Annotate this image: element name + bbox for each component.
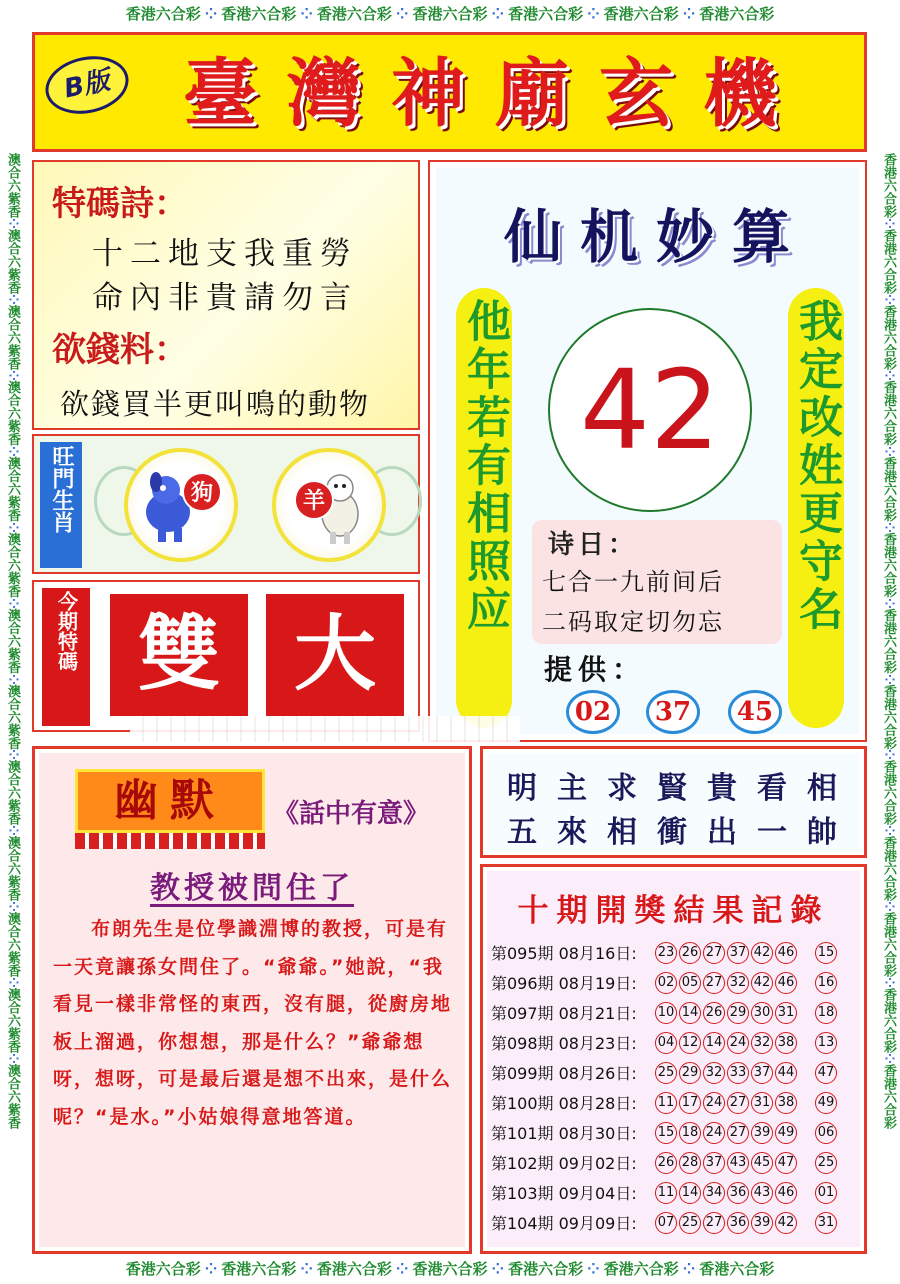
clover-icon: ⁘ bbox=[5, 825, 20, 837]
immortal-poem-line-1: 七合一九前间后 bbox=[542, 568, 724, 596]
page-title: 臺灣神廟玄機 bbox=[183, 51, 807, 137]
border-text: 澳合六紫香 bbox=[5, 228, 20, 294]
result-number: 46 bbox=[775, 972, 797, 994]
zodiac-badge-dog: 狗 bbox=[182, 472, 222, 512]
result-draw-label: 第095期 08月16日: bbox=[491, 944, 637, 963]
border-text: 香港六合彩 bbox=[881, 153, 896, 219]
clover-icon: ⁘ bbox=[881, 901, 896, 913]
result-number: 26 bbox=[679, 942, 701, 964]
result-number: 24 bbox=[703, 1122, 725, 1144]
immortal-panel bbox=[428, 160, 867, 742]
border-text: 澳合六紫香 bbox=[5, 153, 20, 219]
provide-number: 45 bbox=[728, 690, 782, 734]
result-number: 15 bbox=[655, 1122, 677, 1144]
result-row bbox=[491, 1029, 859, 1056]
result-number: 23 bbox=[655, 942, 677, 964]
result-special-number: 16 bbox=[815, 972, 837, 994]
sayings-panel bbox=[480, 746, 867, 858]
clover-icon: ⁘ bbox=[5, 673, 20, 685]
dog-icon bbox=[124, 448, 238, 562]
border-text: 澳合六紫香 bbox=[5, 532, 20, 598]
humor-badge: 幽默 bbox=[75, 769, 265, 833]
result-number: 42 bbox=[751, 942, 773, 964]
result-special-number: 15 bbox=[815, 942, 837, 964]
result-number: 45 bbox=[751, 1152, 773, 1174]
immortal-poem-head: 诗日： bbox=[548, 530, 639, 560]
border-text: 香港六合彩 bbox=[881, 1063, 896, 1129]
result-row bbox=[491, 969, 859, 996]
zodiac-panel bbox=[32, 434, 420, 574]
result-draw-label: 第103期 09月04日: bbox=[491, 1184, 637, 1203]
border-text: 香港六合彩 bbox=[881, 608, 896, 674]
border-text: 香港六合彩 bbox=[316, 5, 392, 23]
result-number: 39 bbox=[751, 1212, 773, 1234]
code-value-2: 大 bbox=[266, 594, 404, 716]
result-number: 37 bbox=[751, 1062, 773, 1084]
results-title: 十期開獎結果記錄 bbox=[517, 893, 830, 929]
result-number: 43 bbox=[727, 1152, 749, 1174]
clover-icon: ⁘ bbox=[204, 5, 218, 23]
result-number: 27 bbox=[727, 1092, 749, 1114]
border-text: 香港六合彩 bbox=[881, 532, 896, 598]
result-number: 11 bbox=[655, 1182, 677, 1204]
featured-number: 42 bbox=[580, 346, 720, 474]
clover-icon: ⁘ bbox=[491, 1260, 505, 1278]
border-top bbox=[0, 0, 900, 28]
border-text: 香港六合彩 bbox=[881, 836, 896, 902]
result-number: 44 bbox=[775, 1062, 797, 1084]
border-left bbox=[0, 28, 24, 1254]
result-special-number: 31 bbox=[815, 1212, 837, 1234]
border-text: 澳合六紫香 bbox=[5, 684, 20, 750]
clover-icon: ⁘ bbox=[881, 521, 896, 533]
money-riddle: 欲錢買半更叫鳴的動物 bbox=[60, 387, 371, 421]
result-number: 12 bbox=[679, 1032, 701, 1054]
border-text: 澳合六紫香 bbox=[5, 456, 20, 522]
clover-icon: ⁘ bbox=[5, 293, 20, 305]
border-text: 香港六合彩 bbox=[508, 1260, 584, 1278]
left-banner bbox=[456, 288, 512, 728]
provide-number: 02 bbox=[566, 690, 620, 734]
border-text: 香港六合彩 bbox=[699, 5, 775, 23]
results-panel bbox=[480, 864, 867, 1254]
provide-number: 37 bbox=[646, 690, 700, 734]
humor-panel bbox=[32, 746, 472, 1254]
clover-icon: ⁘ bbox=[300, 1260, 313, 1278]
result-row bbox=[491, 939, 859, 966]
zodiac-badge-goat: 羊 bbox=[294, 480, 334, 520]
border-text: 香港六合彩 bbox=[881, 760, 896, 826]
border-text: 澳合六紫香 bbox=[5, 988, 20, 1054]
border-text: 澳合六紫香 bbox=[5, 1063, 20, 1129]
zodiac-tag bbox=[40, 442, 82, 568]
result-special-number: 25 bbox=[815, 1152, 837, 1174]
zodiac-tag-text: 旺門生肖 bbox=[49, 445, 74, 533]
result-number: 34 bbox=[703, 1182, 725, 1204]
poem-line-2: 命內非貴請勿言 bbox=[92, 280, 358, 316]
clover-icon: ⁘ bbox=[682, 1260, 696, 1278]
border-text: 澳合六紫香 bbox=[5, 912, 20, 978]
immortal-panel-inner bbox=[436, 168, 859, 734]
result-number: 11 bbox=[655, 1092, 677, 1114]
result-number: 02 bbox=[655, 972, 677, 994]
clover-icon: ⁘ bbox=[395, 5, 409, 23]
clover-icon: ⁘ bbox=[5, 521, 20, 533]
result-number: 26 bbox=[703, 1002, 725, 1024]
special-code-tag-text: 今期特碼 bbox=[54, 591, 79, 671]
result-draw-label: 第104期 09月09日: bbox=[491, 1214, 637, 1233]
border-text: 香港六合彩 bbox=[881, 380, 896, 446]
result-number: 14 bbox=[679, 1182, 701, 1204]
result-number: 46 bbox=[775, 942, 797, 964]
result-number: 38 bbox=[775, 1092, 797, 1114]
result-number: 39 bbox=[751, 1122, 773, 1144]
poem-panel bbox=[32, 160, 420, 430]
provide-label: 提供： bbox=[544, 653, 647, 686]
special-code-tag bbox=[42, 588, 90, 726]
clover-icon: ⁘ bbox=[5, 749, 20, 761]
clover-icon: ⁘ bbox=[204, 1260, 218, 1278]
clover-icon: ⁘ bbox=[587, 1260, 600, 1278]
border-text: 澳合六紫香 bbox=[5, 608, 20, 674]
results-panel-inner bbox=[487, 871, 860, 1247]
result-number: 27 bbox=[703, 972, 725, 994]
result-number: 10 bbox=[655, 1002, 677, 1024]
border-text: 香港六合彩 bbox=[508, 5, 584, 23]
clover-icon: ⁘ bbox=[5, 369, 20, 381]
clover-icon: ⁘ bbox=[881, 597, 896, 609]
result-row bbox=[491, 1119, 859, 1146]
border-text: 香港六合彩 bbox=[881, 304, 896, 370]
result-number: 31 bbox=[751, 1092, 773, 1114]
clover-icon: ⁘ bbox=[5, 977, 20, 989]
clover-icon: ⁘ bbox=[881, 825, 896, 837]
border-text: 香港六合彩 bbox=[881, 912, 896, 978]
result-draw-label: 第098期 08月23日: bbox=[491, 1034, 637, 1053]
result-number: 37 bbox=[727, 942, 749, 964]
border-text: 香港六合彩 bbox=[603, 1260, 679, 1278]
result-number: 36 bbox=[727, 1182, 749, 1204]
clover-icon: ⁘ bbox=[300, 5, 313, 23]
result-number: 38 bbox=[775, 1032, 797, 1054]
result-number: 27 bbox=[703, 1212, 725, 1234]
smudge-strip bbox=[130, 716, 520, 742]
result-number: 27 bbox=[727, 1122, 749, 1144]
humor-title: 教授被問住了 bbox=[150, 871, 354, 906]
result-row bbox=[491, 1059, 859, 1086]
result-number: 26 bbox=[655, 1152, 677, 1174]
result-number: 27 bbox=[703, 942, 725, 964]
border-text: 香港六合彩 bbox=[125, 5, 201, 23]
result-number: 43 bbox=[751, 1182, 773, 1204]
result-number: 04 bbox=[655, 1032, 677, 1054]
clover-icon: ⁘ bbox=[5, 1053, 20, 1064]
special-code-panel bbox=[32, 580, 420, 732]
clover-icon: ⁘ bbox=[881, 445, 896, 457]
clover-icon: ⁘ bbox=[5, 218, 20, 229]
humor-panel-inner bbox=[39, 753, 465, 1247]
result-draw-label: 第100期 08月28日: bbox=[491, 1094, 637, 1113]
border-bottom bbox=[0, 1254, 900, 1284]
border-right bbox=[876, 28, 900, 1254]
clover-icon: ⁘ bbox=[5, 597, 20, 609]
result-number: 14 bbox=[679, 1002, 701, 1024]
result-number: 36 bbox=[727, 1212, 749, 1234]
left-banner-text: 他年若有相照应 bbox=[459, 298, 510, 634]
clover-icon: ⁘ bbox=[491, 5, 505, 23]
result-row bbox=[491, 1209, 859, 1236]
result-number: 42 bbox=[775, 1212, 797, 1234]
code-value-1: 雙 bbox=[110, 594, 248, 716]
border-text: 香港六合彩 bbox=[603, 5, 679, 23]
result-special-number: 06 bbox=[815, 1122, 837, 1144]
clover-icon: ⁘ bbox=[395, 1260, 409, 1278]
result-row bbox=[491, 1149, 859, 1176]
clover-icon: ⁘ bbox=[881, 977, 896, 989]
result-number: 42 bbox=[751, 972, 773, 994]
immortal-title: 仙机妙算 bbox=[503, 203, 808, 271]
number-circle bbox=[548, 308, 752, 512]
clover-icon: ⁘ bbox=[881, 673, 896, 685]
result-number: 07 bbox=[655, 1212, 677, 1234]
saying-line-1: 明主求賢貴看相 bbox=[507, 771, 857, 806]
result-special-number: 13 bbox=[815, 1032, 837, 1054]
result-number: 25 bbox=[679, 1212, 701, 1234]
result-number: 46 bbox=[775, 1182, 797, 1204]
result-number: 32 bbox=[703, 1062, 725, 1084]
result-number: 29 bbox=[679, 1062, 701, 1084]
border-text: 香港六合彩 bbox=[221, 5, 297, 23]
border-text: 香港六合彩 bbox=[881, 456, 896, 522]
border-text: 香港六合彩 bbox=[316, 1260, 392, 1278]
result-number: 30 bbox=[751, 1002, 773, 1024]
clover-icon: ⁘ bbox=[881, 749, 896, 761]
result-draw-label: 第097期 08月21日: bbox=[491, 1004, 637, 1023]
border-text: 香港六合彩 bbox=[412, 1260, 488, 1278]
clover-icon: ⁘ bbox=[881, 218, 896, 229]
result-number: 31 bbox=[775, 1002, 797, 1024]
result-number: 28 bbox=[679, 1152, 701, 1174]
result-number: 24 bbox=[727, 1032, 749, 1054]
clover-icon: ⁘ bbox=[881, 293, 896, 305]
border-text: 澳合六紫香 bbox=[5, 760, 20, 826]
result-number: 32 bbox=[751, 1032, 773, 1054]
immortal-poem-box bbox=[532, 520, 782, 644]
result-special-number: 18 bbox=[815, 1002, 837, 1024]
title-banner bbox=[32, 32, 867, 152]
result-number: 25 bbox=[655, 1062, 677, 1084]
result-special-number: 49 bbox=[815, 1092, 837, 1114]
result-number: 29 bbox=[727, 1002, 749, 1024]
dog-figure-icon bbox=[128, 452, 234, 558]
clover-icon: ⁘ bbox=[881, 1053, 896, 1064]
result-draw-label: 第099期 08月26日: bbox=[491, 1064, 637, 1083]
border-text: 香港六合彩 bbox=[221, 1260, 297, 1278]
result-number: 37 bbox=[703, 1152, 725, 1174]
result-row bbox=[491, 999, 859, 1026]
result-row bbox=[491, 1089, 859, 1116]
poem-line-1: 十二地支我重勞 bbox=[92, 236, 358, 272]
border-text: 澳合六紫香 bbox=[5, 836, 20, 902]
clover-icon: ⁘ bbox=[5, 901, 20, 913]
result-number: 14 bbox=[703, 1032, 725, 1054]
immortal-poem-line-2: 二码取定切勿忘 bbox=[542, 608, 724, 636]
result-number: 17 bbox=[679, 1092, 701, 1114]
border-text: 澳合六紫香 bbox=[5, 304, 20, 370]
clover-icon: ⁘ bbox=[587, 5, 600, 23]
clover-icon: ⁘ bbox=[682, 5, 696, 23]
result-draw-label: 第096期 08月19日: bbox=[491, 974, 637, 993]
border-text: 香港六合彩 bbox=[881, 684, 896, 750]
result-number: 32 bbox=[727, 972, 749, 994]
humor-story: 布朗先生是位學識淵博的教授，可是有一天竟讓孫女問住了。“爺爺。”她說，“我看見一樣非常怪的東西，沒有腿，從廚房地板上溜過，你想想，那是什么？”爺爺想呀，想呀，可是最后還是想不出來，是什么呢？“是水。”小姑娘得意地答道。 bbox=[53, 918, 453, 1128]
edition-badge: B版 bbox=[40, 49, 134, 121]
clover-icon: ⁘ bbox=[5, 445, 20, 457]
goat-icon bbox=[272, 448, 386, 562]
border-text: 澳合六紫香 bbox=[5, 380, 20, 446]
result-number: 49 bbox=[775, 1122, 797, 1144]
result-number: 24 bbox=[703, 1092, 725, 1114]
right-banner bbox=[788, 288, 844, 728]
money-label: 欲錢料： bbox=[52, 330, 188, 370]
clover-icon: ⁘ bbox=[881, 369, 896, 381]
right-banner-text: 我定改姓更守名 bbox=[791, 298, 842, 634]
border-text: 香港六合彩 bbox=[881, 988, 896, 1054]
result-number: 18 bbox=[679, 1122, 701, 1144]
result-special-number: 47 bbox=[815, 1062, 837, 1084]
sayings-panel-inner bbox=[487, 753, 860, 851]
border-text: 香港六合彩 bbox=[125, 1260, 201, 1278]
border-text: 香港六合彩 bbox=[412, 5, 488, 23]
humor-badge-base bbox=[75, 833, 265, 849]
result-number: 33 bbox=[727, 1062, 749, 1084]
border-text: 香港六合彩 bbox=[881, 228, 896, 294]
saying-line-2: 五來相衝出一帥 bbox=[507, 815, 857, 850]
special-poem-label: 特碼詩： bbox=[52, 184, 188, 224]
result-draw-label: 第102期 09月02日: bbox=[491, 1154, 637, 1173]
result-row bbox=[491, 1179, 859, 1206]
result-draw-label: 第101期 08月30日: bbox=[491, 1124, 637, 1143]
border-text: 香港六合彩 bbox=[699, 1260, 775, 1278]
result-special-number: 01 bbox=[815, 1182, 837, 1204]
result-number: 05 bbox=[679, 972, 701, 994]
result-number: 47 bbox=[775, 1152, 797, 1174]
humor-subtitle: 《話中有意》 bbox=[273, 799, 430, 829]
